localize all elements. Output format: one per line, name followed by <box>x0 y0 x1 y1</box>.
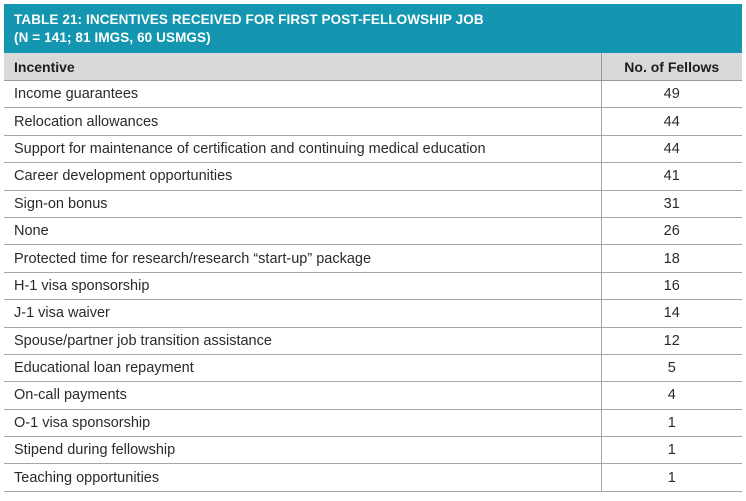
table-body <box>4 81 742 492</box>
incentive-cell: Spouse/partner job transition assistance <box>4 327 601 354</box>
fellows-count-cell: 16 <box>601 272 742 299</box>
fellows-count-cell: 1 <box>601 437 742 464</box>
fellows-count-cell: 12 <box>601 327 742 354</box>
incentive-cell: Sign-on bonus <box>4 190 601 217</box>
table-row <box>4 354 742 381</box>
incentive-cell: Educational loan repayment <box>4 354 601 381</box>
fellows-count-cell: 4 <box>601 382 742 409</box>
fellows-count-cell: 44 <box>601 135 742 162</box>
fellows-count-cell: 31 <box>601 190 742 217</box>
fellows-count-cell: 44 <box>601 108 742 135</box>
incentives-table <box>4 53 742 492</box>
incentive-cell: Teaching opportunities <box>4 464 601 491</box>
table-header-row <box>4 53 742 81</box>
incentive-cell: O-1 visa sponsorship <box>4 409 601 436</box>
incentive-cell: None <box>4 217 601 244</box>
column-header-incentive: Incentive <box>4 53 601 81</box>
fellows-count-cell: 49 <box>601 81 742 108</box>
fellows-count-cell: 26 <box>601 217 742 244</box>
table-row <box>4 382 742 409</box>
incentive-cell: Support for maintenance of certification and continuing medical education <box>4 135 601 162</box>
fellows-count-cell: 1 <box>601 464 742 491</box>
table-row <box>4 300 742 327</box>
table-row <box>4 245 742 272</box>
table-row <box>4 327 742 354</box>
table-row <box>4 108 742 135</box>
table-row <box>4 163 742 190</box>
fellows-count-cell: 5 <box>601 354 742 381</box>
fellows-count-cell: 41 <box>601 163 742 190</box>
table-row <box>4 190 742 217</box>
incentive-cell: Stipend during fellowship <box>4 437 601 464</box>
incentive-cell: On-call payments <box>4 382 601 409</box>
incentive-cell: Income guarantees <box>4 81 601 108</box>
fellows-count-cell: 14 <box>601 300 742 327</box>
table-row <box>4 81 742 108</box>
table-row <box>4 272 742 299</box>
column-header-fellows: No. of Fellows <box>601 53 742 81</box>
fellows-count-cell: 1 <box>601 409 742 436</box>
fellows-count-cell: 18 <box>601 245 742 272</box>
table-row <box>4 464 742 491</box>
incentive-cell: Protected time for research/research “start-up” package <box>4 245 601 272</box>
table-row <box>4 217 742 244</box>
table-row <box>4 409 742 436</box>
incentive-cell: J-1 visa waiver <box>4 300 601 327</box>
incentive-cell: H-1 visa sponsorship <box>4 272 601 299</box>
table-subtitle: (N = 141; 81 IMGS, 60 USMGS) <box>14 30 211 45</box>
table-title: TABLE 21: INCENTIVES RECEIVED FOR FIRST POST-FELLOWSHIP JOB <box>14 12 484 27</box>
incentive-cell: Career development opportunities <box>4 163 601 190</box>
table-title-banner <box>4 4 742 53</box>
table-row <box>4 135 742 162</box>
table-row <box>4 437 742 464</box>
incentive-cell: Relocation allowances <box>4 108 601 135</box>
